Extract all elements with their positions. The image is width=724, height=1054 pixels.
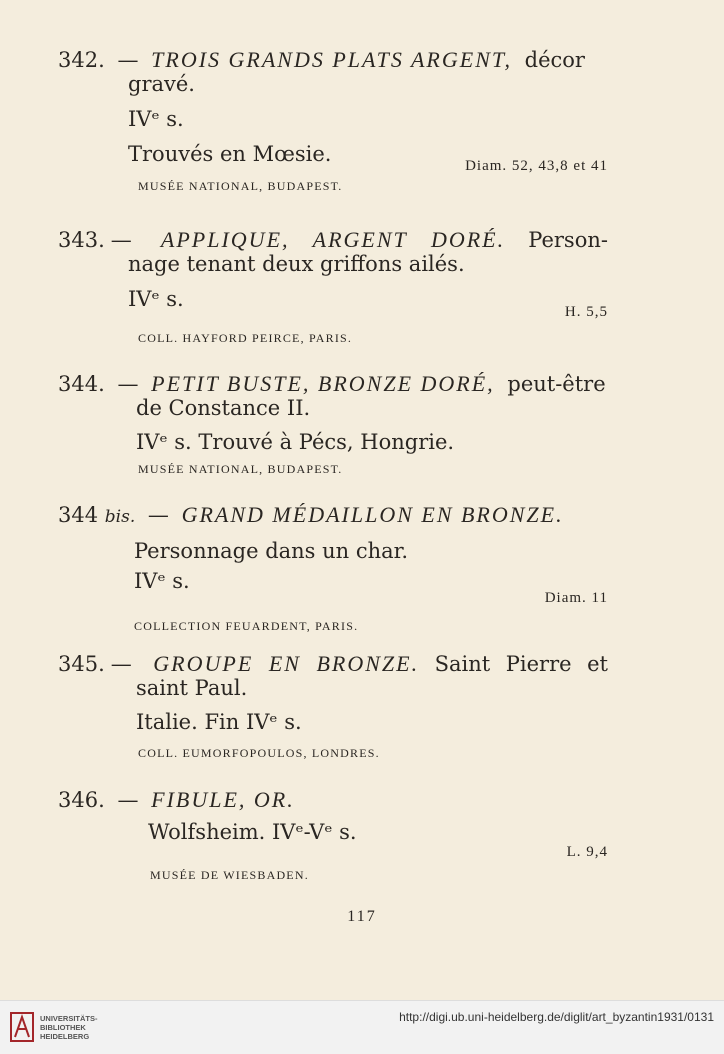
dash: — bbox=[117, 372, 139, 396]
university-logo-icon bbox=[10, 1011, 34, 1043]
entry-century: Italie. Fin IVᵉ s. bbox=[136, 710, 302, 734]
entry-title-rest-word: Saint bbox=[434, 652, 491, 676]
entry-location: MUSÉE NATIONAL, BUDAPEST. bbox=[138, 462, 343, 476]
entry-title-word: APPLIQUE, bbox=[160, 227, 290, 252]
entry-number: 345. bbox=[58, 652, 105, 676]
entry-number: 346. bbox=[58, 788, 105, 812]
entry-title: FIBULE, OR. bbox=[151, 787, 295, 812]
entry-title-word: EN bbox=[268, 651, 301, 676]
entry-title: GRAND MÉDAILLON EN BRONZE. bbox=[181, 502, 564, 527]
entry-measure: L. 9,4 bbox=[566, 844, 608, 860]
entry-century: IVᵉ s. Trouvé à Pécs, Hongrie. bbox=[136, 430, 455, 454]
entry-description: Personnage dans un char. bbox=[134, 539, 409, 563]
entry-description: de Constance II. bbox=[136, 396, 311, 420]
entry-344-bis bbox=[58, 503, 608, 634]
entry-title-rest: Person- bbox=[528, 228, 608, 252]
entry-title-word: GROUPE bbox=[153, 651, 254, 676]
entry-measure: H. 5,5 bbox=[564, 304, 608, 320]
entry-century: IVᵉ s. bbox=[128, 107, 184, 131]
dash: — bbox=[117, 48, 139, 72]
entry-345 bbox=[58, 652, 608, 761]
entry-description: nage tenant deux griffons ailés. bbox=[128, 252, 465, 276]
entry-location: COLL. EUMORFOPOULOS, LONDRES. bbox=[138, 746, 380, 760]
entry-number: 343. bbox=[58, 228, 105, 252]
entry-measure: Diam. 52, 43,8 et 41 bbox=[465, 158, 608, 174]
entry-title-word: ARGENT bbox=[312, 227, 408, 252]
entry-title-word: DORÉ. bbox=[430, 227, 506, 252]
entry-location: MUSÉE NATIONAL, BUDAPEST. bbox=[138, 179, 343, 193]
page-number: 117 bbox=[347, 908, 377, 925]
entry-location: MUSÉE DE WIESBADEN. bbox=[150, 868, 309, 882]
footer-bar bbox=[0, 1000, 724, 1054]
entry-location: COLLECTION FEUARDENT, PARIS. bbox=[134, 619, 359, 633]
entry-century: IVᵉ s. bbox=[134, 569, 190, 593]
entry-342 bbox=[58, 48, 608, 194]
entry-note: Trouvés en Mœsie. bbox=[128, 142, 332, 166]
entry-title: TROIS GRANDS PLATS ARGENT, bbox=[151, 47, 512, 72]
entry-century: IVᵉ s. bbox=[128, 287, 184, 311]
entry-number: 344. bbox=[58, 372, 105, 396]
entry-title: PETIT BUSTE, BRONZE DORÉ, bbox=[151, 371, 495, 396]
entry-343 bbox=[58, 228, 608, 346]
library-name: UNIVERSITÄTS- BIBLIOTHEK HEIDELBERG bbox=[40, 1014, 98, 1041]
dash: — bbox=[147, 503, 169, 527]
entry-346 bbox=[58, 788, 608, 883]
entry-location: COLL. HAYFORD PEIRCE, PARIS. bbox=[138, 331, 353, 345]
entry-title-rest: peut-être bbox=[507, 372, 606, 396]
entry-title-rest-word: Pierre bbox=[505, 652, 572, 676]
dash: — bbox=[110, 228, 132, 252]
entry-measure: Diam. 11 bbox=[544, 590, 608, 606]
entry-number: 342. bbox=[58, 48, 105, 72]
dash: — bbox=[110, 652, 132, 676]
dash: — bbox=[117, 788, 139, 812]
source-url-link[interactable]: http://digi.ub.uni-heidelberg.de/diglit/art_byzantin1931/0131 bbox=[399, 1010, 714, 1024]
entry-description: gravé. bbox=[128, 72, 195, 96]
entry-344 bbox=[58, 372, 608, 477]
entry-number-suffix: bis. bbox=[104, 507, 136, 527]
entry-number: 344 bbox=[58, 503, 99, 527]
entry-title-word: BRONZE. bbox=[316, 651, 420, 676]
entry-description: saint Paul. bbox=[136, 676, 248, 700]
entry-century: Wolfsheim. IVᵉ-Vᵉ s. bbox=[148, 820, 357, 844]
entry-title-rest: décor bbox=[524, 48, 585, 72]
entry-title-rest-word: et bbox=[587, 652, 608, 676]
